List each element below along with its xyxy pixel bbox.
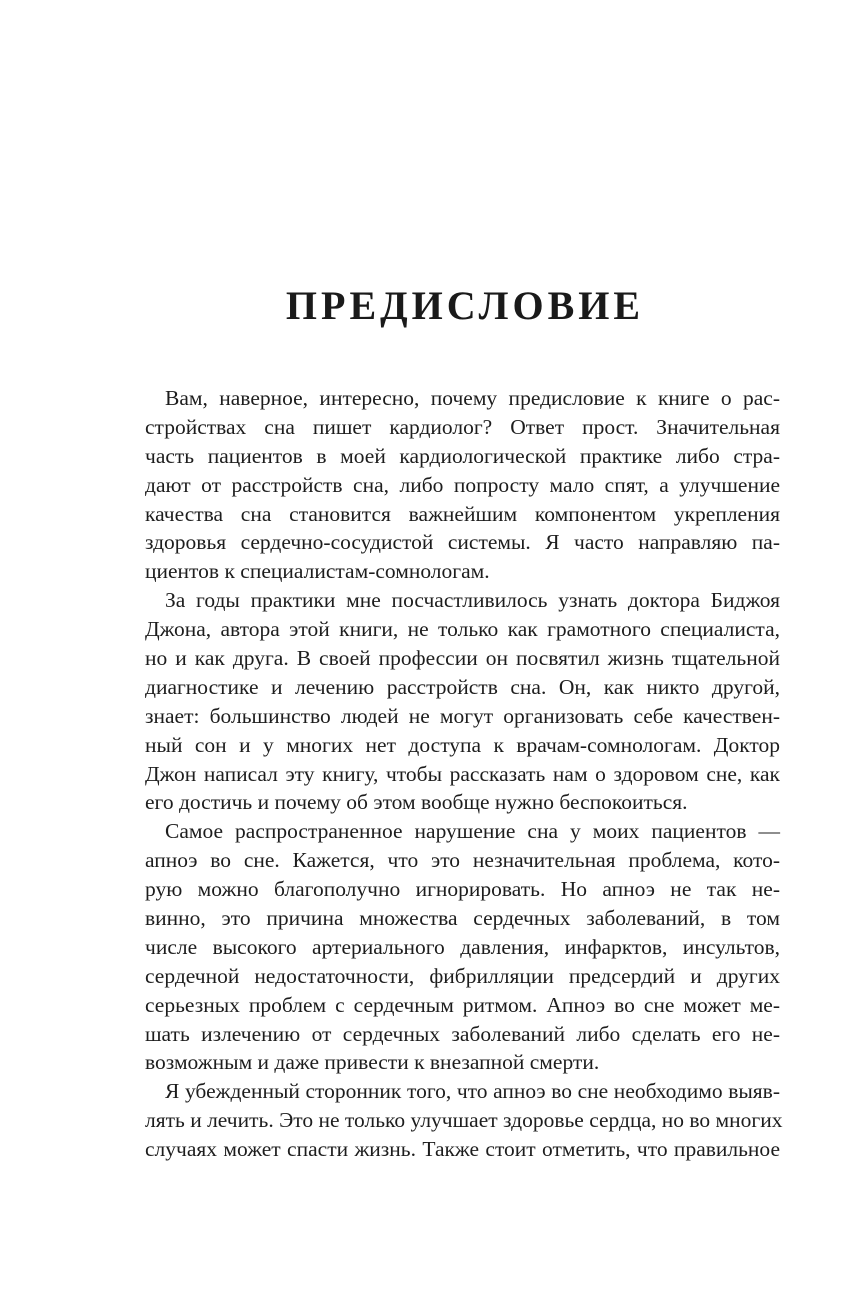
text-line: возможным и даже привести к внезапной смерти. bbox=[145, 1050, 600, 1075]
text-line: его достичь и почему об этом вообще нужно беспокоиться. bbox=[145, 790, 688, 815]
text-line: ный сон и у многих нет доступа к врачам-сомнологам. Доктор bbox=[145, 732, 780, 757]
text-line: серьезных проблем с сердечным ритмом. Апноэ во сне может ме- bbox=[145, 992, 780, 1017]
text-line: но и как друга. В своей профессии он посвятил жизнь тщательной bbox=[145, 646, 780, 671]
text-line: числе высокого артериального давления, инфарктов, инсультов, bbox=[145, 934, 780, 959]
text-line: Я убежденный сторонник того, что апноэ во сне необходимо выяв- bbox=[165, 1079, 780, 1104]
text-line: сердечной недостаточности, фибрилляции предсердий и других bbox=[145, 963, 780, 988]
body-text bbox=[145, 384, 783, 1164]
text-line: апноэ во сне. Кажется, что это незначительная проблема, кото- bbox=[145, 848, 780, 873]
text-line: лять и лечить. Это не только улучшает здоровье сердца, но во многих bbox=[145, 1108, 783, 1133]
chapter-title: ПРЕДИСЛОВИЕ bbox=[285, 283, 645, 328]
text-line: циентов к специалистам-сомнологам. bbox=[145, 559, 490, 584]
text-line: случаях может спасти жизнь. Также стоит отметить, что правильное bbox=[145, 1137, 780, 1162]
text-line: винно, это причина множества сердечных заболеваний, в том bbox=[145, 906, 780, 931]
text-line: стройствах сна пишет кардиолог? Ответ прост. Значительная bbox=[145, 414, 780, 439]
text-line: диагностике и лечению расстройств сна. Он, как никто другой, bbox=[145, 674, 780, 699]
text-line: Вам, наверное, интересно, почему предисловие к книге о рас- bbox=[165, 386, 780, 410]
text-line: рую можно благополучно игнорировать. Но апноэ не так не- bbox=[145, 877, 780, 902]
text-line: часть пациентов в моей кардиологической практике либо стра- bbox=[145, 443, 780, 468]
text-line: Джон написал эту книгу, чтобы рассказать нам о здоровом сне, как bbox=[145, 761, 780, 786]
text-line: За годы практики мне посчастливилось узнать доктора Биджоя bbox=[165, 588, 780, 613]
text-line: знает: большинство людей не могут организовать себе качествен- bbox=[145, 703, 780, 728]
text-line: Джона, автора этой книги, не только как грамотного специалиста, bbox=[145, 617, 780, 642]
text-line: Самое распространенное нарушение сна у моих пациентов — bbox=[165, 819, 780, 844]
text-line: шать излечению от сердечных заболеваний либо сделать его не- bbox=[145, 1021, 780, 1046]
text-line: здоровья сердечно-сосудистой системы. Я часто направляю па- bbox=[145, 530, 780, 555]
text-line: качества сна становится важнейшим компонентом укрепления bbox=[145, 501, 780, 526]
text-line: дают от расстройств сна, либо попросту мало спят, а улучшение bbox=[145, 472, 780, 497]
